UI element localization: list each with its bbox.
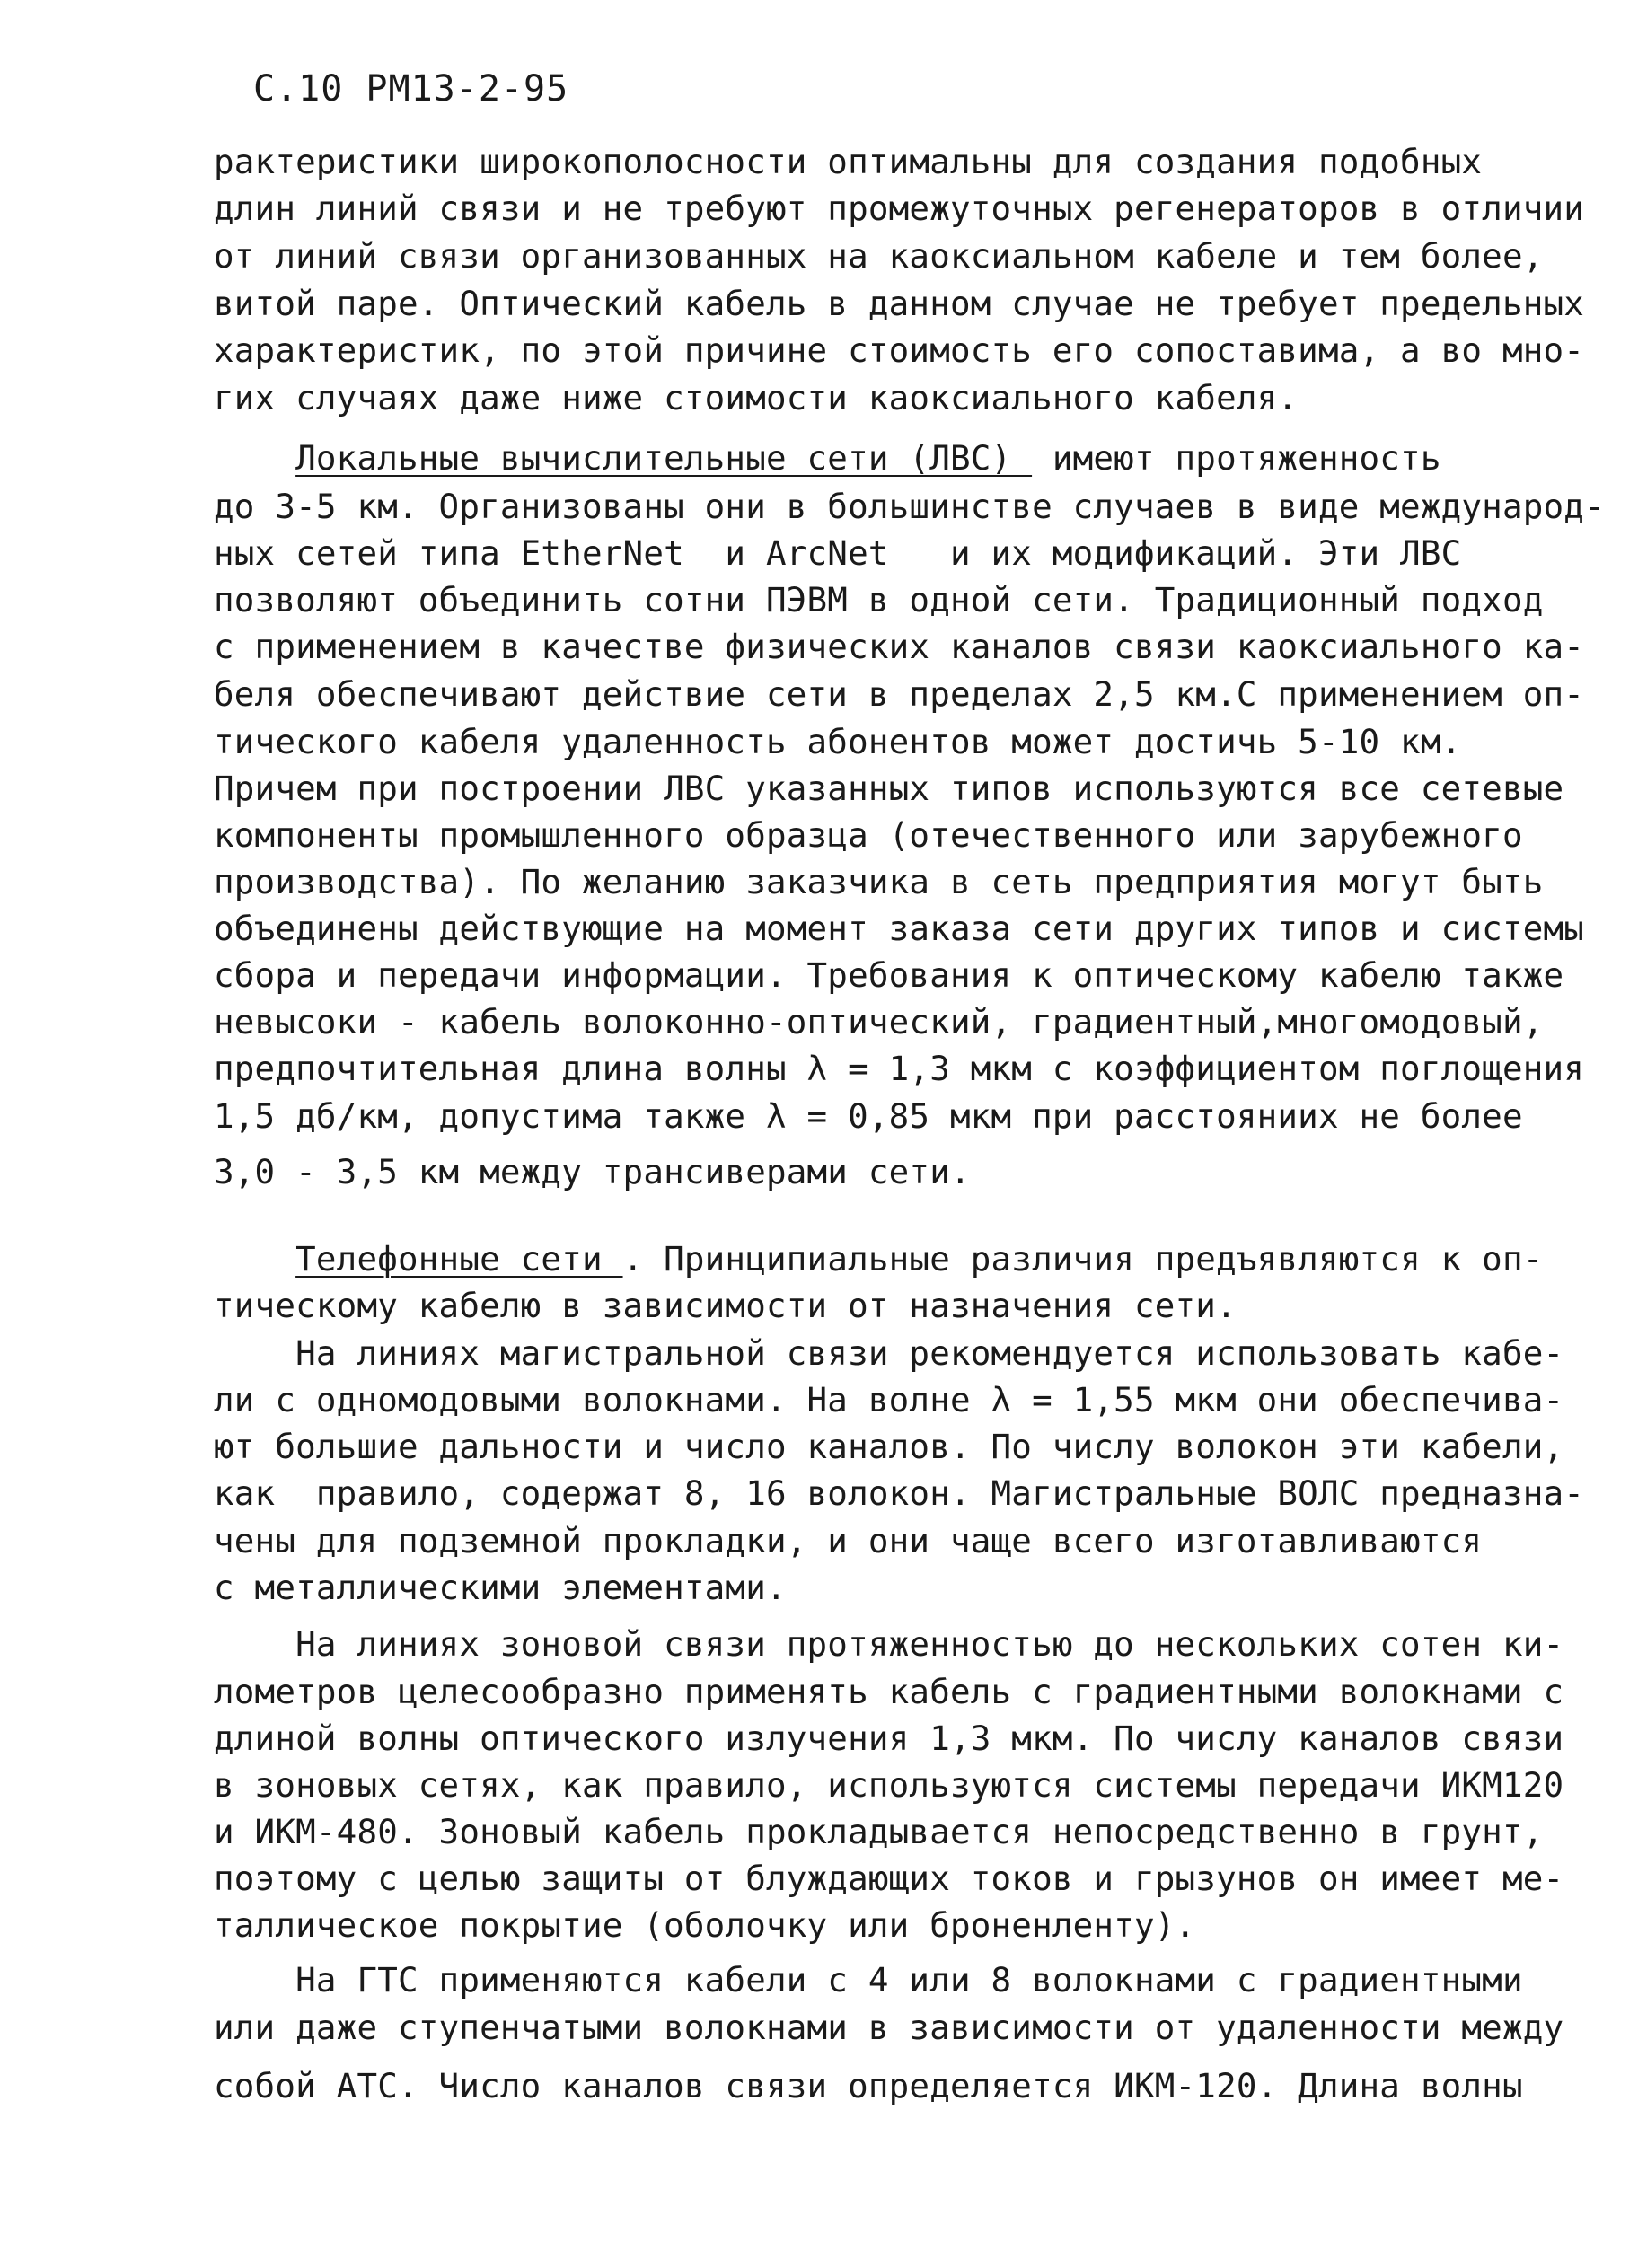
text-line	[214, 580, 1544, 620]
text-segment: до 3-5 км. Организованы они в большинстве случаев в виде международ-	[214, 487, 1605, 526]
text-line	[214, 1333, 1564, 1373]
text-segment: рактеристики широкополосности оптимальны для создания подобных	[214, 142, 1483, 181]
text-line	[214, 1859, 1564, 1898]
text-segment: . Принципиальные различия предъявляются к оп-	[622, 1239, 1544, 1279]
text-line	[214, 1812, 1544, 1851]
text-segment: 1,5 дб/км, допустима также λ = 0,85 мкм при расстояниих не более	[214, 1096, 1523, 1136]
text-line	[214, 1719, 1564, 1758]
text-line	[214, 1521, 1483, 1560]
text-line	[214, 1096, 1523, 1136]
text-segment: На линиях зоновой связи протяженностью до нескольких сотен ки-	[214, 1624, 1564, 1664]
text-segment: 3,0 - 3,5 км между трансиверами сети.	[214, 1152, 971, 1191]
text-segment: чены для подземной прокладки, и они чаще всего изготавливаются	[214, 1521, 1483, 1560]
page-header: С.10 РМ13-2-95	[253, 68, 569, 110]
text-line	[214, 236, 1544, 276]
text-line	[214, 1905, 1196, 1945]
underlined-heading: Локальные вычислительные сети (ЛВС)	[295, 438, 1033, 478]
text-line	[214, 2066, 1523, 2105]
text-segment: тического кабеля удаленность абонентов может достичь 5-10 км.	[214, 722, 1462, 761]
text-segment: невысоки - кабель волоконно-оптический, градиентный,многомодовый,	[214, 1002, 1544, 1042]
text-line	[214, 189, 1585, 228]
text-line	[214, 1152, 971, 1191]
text-segment: поэтому с целью защиты от блуждающих токов и грызунов он имеет ме-	[214, 1859, 1564, 1898]
text-line	[214, 627, 1585, 666]
text-segment: беля обеспечивают действие сети в пределах 2,5 км.С применением оп-	[214, 674, 1585, 714]
text-line	[214, 1049, 1585, 1088]
text-line	[214, 862, 1544, 901]
text-line	[214, 1473, 1585, 1513]
text-segment	[214, 438, 295, 478]
text-segment: ют большие дальности и число каналов. По числу волокон эти кабели,	[214, 1427, 1564, 1466]
text-line	[214, 1765, 1564, 1805]
text-segment: позволяют объединить сотни ПЭВМ в одной сети. Традиционный подход	[214, 580, 1544, 620]
text-segment: длиной волны оптического излучения 1,3 мкм. По числу каналов связи	[214, 1719, 1564, 1758]
text-line	[214, 815, 1523, 855]
text-line	[214, 378, 1299, 418]
text-segment: На линиях магистральной связи рекомендуется использовать кабе-	[214, 1333, 1564, 1373]
text-segment: лометров целесообразно применять кабель с градиентными волокнами с	[214, 1672, 1564, 1711]
text-segment: собой АТС. Число каналов связи определяется ИКМ-120. Длина волны	[214, 2066, 1523, 2105]
text-line	[214, 533, 1462, 573]
text-segment: сбора и передачи информации. Требования к оптическому кабелю также	[214, 955, 1564, 995]
text-segment: длин линий связи и не требуют промежуточных регенераторов в отличии	[214, 189, 1585, 228]
text-line	[214, 1672, 1564, 1711]
text-segment: как правило, содержат 8, 16 волокон. Магистральные ВОЛС предназна-	[214, 1473, 1585, 1513]
text-segment: ли с одномодовыми волокнами. На волне λ = 1,55 мкм они обеспечива-	[214, 1380, 1564, 1420]
text-segment: Причем при построении ЛВС указанных типов используются все сетевые	[214, 769, 1564, 808]
text-line	[214, 1380, 1564, 1420]
text-line	[214, 769, 1564, 808]
text-line	[214, 1960, 1523, 2000]
text-line	[214, 909, 1585, 948]
text-line	[214, 1286, 1237, 1325]
text-line	[214, 1568, 787, 1607]
text-segment: или даже ступенчатыми волокнами в зависимости от удаленности между	[214, 2008, 1564, 2047]
text-segment: имеют протяженность	[1032, 438, 1441, 478]
text-line	[214, 142, 1483, 181]
text-segment: компоненты промышленного образца (отечественного или зарубежного	[214, 815, 1523, 855]
text-segment: тическому кабелю в зависимости от назначения сети.	[214, 1286, 1237, 1325]
text-segment: производства). По желанию заказчика в сеть предприятия могут быть	[214, 862, 1544, 901]
text-line	[214, 2008, 1564, 2047]
text-segment: гих случаях даже ниже стоимости каоксиального кабеля.	[214, 378, 1299, 418]
text-line	[214, 330, 1585, 370]
text-segment: объединены действующие на момент заказа сети других типов и системы	[214, 909, 1585, 948]
text-segment: и ИКМ-480. Зоновый кабель прокладывается непосредственно в грунт,	[214, 1812, 1544, 1851]
text-line	[214, 1624, 1564, 1664]
text-segment: витой паре. Оптический кабель в данном случае не требует предельных	[214, 284, 1585, 323]
text-line	[214, 1427, 1564, 1466]
text-line	[214, 1239, 1544, 1279]
text-line	[214, 674, 1585, 714]
text-segment: в зоновых сетях, как правило, используются системы передачи ИКМ120	[214, 1765, 1564, 1805]
text-line	[214, 722, 1462, 761]
text-segment: с металлическими элементами.	[214, 1568, 787, 1607]
text-line	[214, 955, 1564, 995]
text-segment	[214, 1239, 295, 1279]
text-line	[214, 438, 1441, 478]
text-line	[214, 487, 1605, 526]
text-segment: характеристик, по этой причине стоимость его сопоставима, а во мно-	[214, 330, 1585, 370]
text-segment: таллическое покрытие (оболочку или броненленту).	[214, 1905, 1196, 1945]
text-segment: предпочтительная длина волны λ = 1,3 мкм с коэффициентом поглощения	[214, 1049, 1585, 1088]
text-segment: ных сетей типа EtherNet и ArcNet и их модификаций. Эти ЛВС	[214, 533, 1462, 573]
text-segment: На ГТС применяются кабели с 4 или 8 волокнами с градиентными	[214, 1960, 1523, 2000]
text-line	[214, 1002, 1544, 1042]
underlined-heading: Телефонные сети	[295, 1239, 623, 1279]
text-segment: от линий связи организованных на каоксиальном кабеле и тем более,	[214, 236, 1544, 276]
text-line	[214, 284, 1585, 323]
text-segment: с применением в качестве физических каналов связи каоксиального ка-	[214, 627, 1585, 666]
